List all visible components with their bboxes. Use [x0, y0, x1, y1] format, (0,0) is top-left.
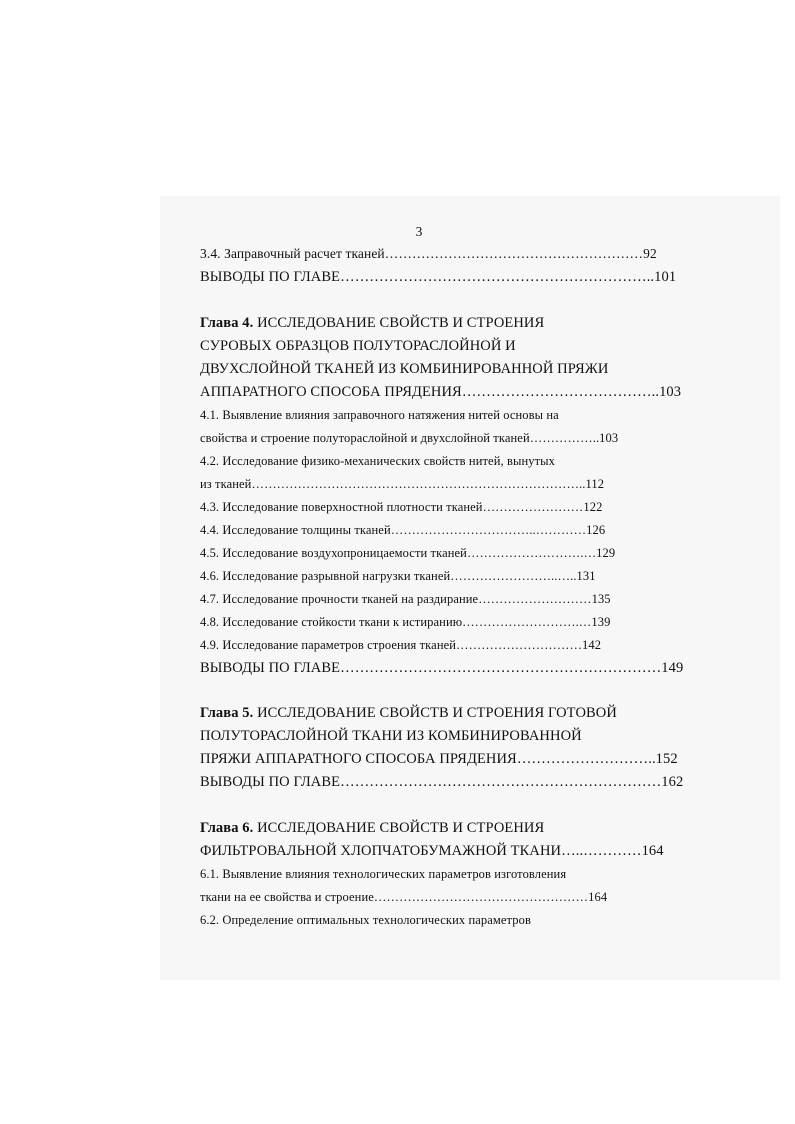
toc-entry: 6.1. Выявление влияния технологических параметров изготовления [200, 867, 567, 881]
toc-entry: ДВУХСЛОЙНОЙ ТКАНЕЙ ИЗ КОМБИНИРОВАННОЙ ПРЯЖИ [200, 361, 609, 377]
chapter-heading: Глава 6. ИССЛЕДОВАНИЕ СВОЙСТВ И СТРОЕНИЯ [200, 820, 545, 836]
toc-entry: 4.6. Исследование разрывной нагрузки тканей……………………..…..131 [200, 569, 596, 583]
toc-entry: ВЫВОДЫ ПО ГЛАВЕ………………………………………………………..101 [200, 269, 677, 285]
page-number: 3 [415, 224, 423, 239]
toc-entry: 3.4. Заправочный расчет тканей…………………………………………………92 [200, 246, 657, 261]
toc-entry: 4.5. Исследование воздухопроницаемости тканей……………………….…129 [200, 546, 616, 560]
toc-entry: ПРЯЖИ АППАРАТНОГО СПОСОБА ПРЯДЕНИЯ………………………..152 [200, 751, 678, 767]
toc-entry: ткани на ее свойства и строение……………………………………………164 [200, 890, 608, 904]
chapter-label: Глава 6. [200, 820, 254, 836]
toc-entry: ПОЛУТОРАСЛОЙНОЙ ТКАНИ ИЗ КОМБИНИРОВАННОЙ [200, 728, 582, 744]
toc-entry: из тканей……………………………………………………………………..112 [200, 477, 605, 491]
toc-entry: 4.3. Исследование поверхностной плотности тканей……………………122 [200, 500, 603, 514]
toc-entry: 4.8. Исследование стойкости ткани к истиранию……………………….…139 [200, 615, 611, 629]
chapter-label: Глава 4. [200, 315, 254, 331]
toc-entry: 4.7. Исследование прочности тканей на раздирание………………………135 [200, 592, 611, 606]
chapter-heading: Глава 4. ИССЛЕДОВАНИЕ СВОЙСТВ И СТРОЕНИЯ [200, 315, 545, 331]
toc-entry: АППАРАТНОГО СПОСОБА ПРЯДЕНИЯ…………………………………..103 [200, 384, 682, 400]
toc-entry: 4.9. Исследование параметров строения тканей…………………………142 [200, 638, 602, 652]
toc-entry: ФИЛЬТРОВАЛЬНОЙ ХЛОПЧАТОБУМАЖНОЙ ТКАНИ…..…………164 [200, 843, 664, 859]
toc-entry: 4.1. Выявление влияния заправочного натяжения нитей основы на [200, 408, 559, 422]
chapter-label: Глава 5. [200, 705, 254, 721]
toc-entry: 4.2. Исследование физико-механических свойств нитей, вынутых [200, 454, 555, 468]
toc-entry: 4.4. Исследование толщины тканей……………………………..…………126 [200, 523, 606, 537]
toc-entry: свойства и строение полуторaслойной и двухслойной тканей……………..103 [200, 431, 619, 445]
toc-entry: СУРОВЫХ ОБРАЗЦОВ ПОЛУТОРАСЛОЙНОЙ И [200, 338, 516, 354]
toc-entry: ВЫВОДЫ ПО ГЛАВЕ…………………………………………………………162 [200, 774, 684, 790]
toc-entry: ВЫВОДЫ ПО ГЛАВЕ…………………………………………………………149 [200, 660, 684, 676]
toc-entry: 6.2. Определение оптимальных технологических параметров [200, 913, 531, 927]
chapter-heading: Глава 5. ИССЛЕДОВАНИЕ СВОЙСТВ И СТРОЕНИЯ ГОТОВОЙ [200, 705, 617, 721]
